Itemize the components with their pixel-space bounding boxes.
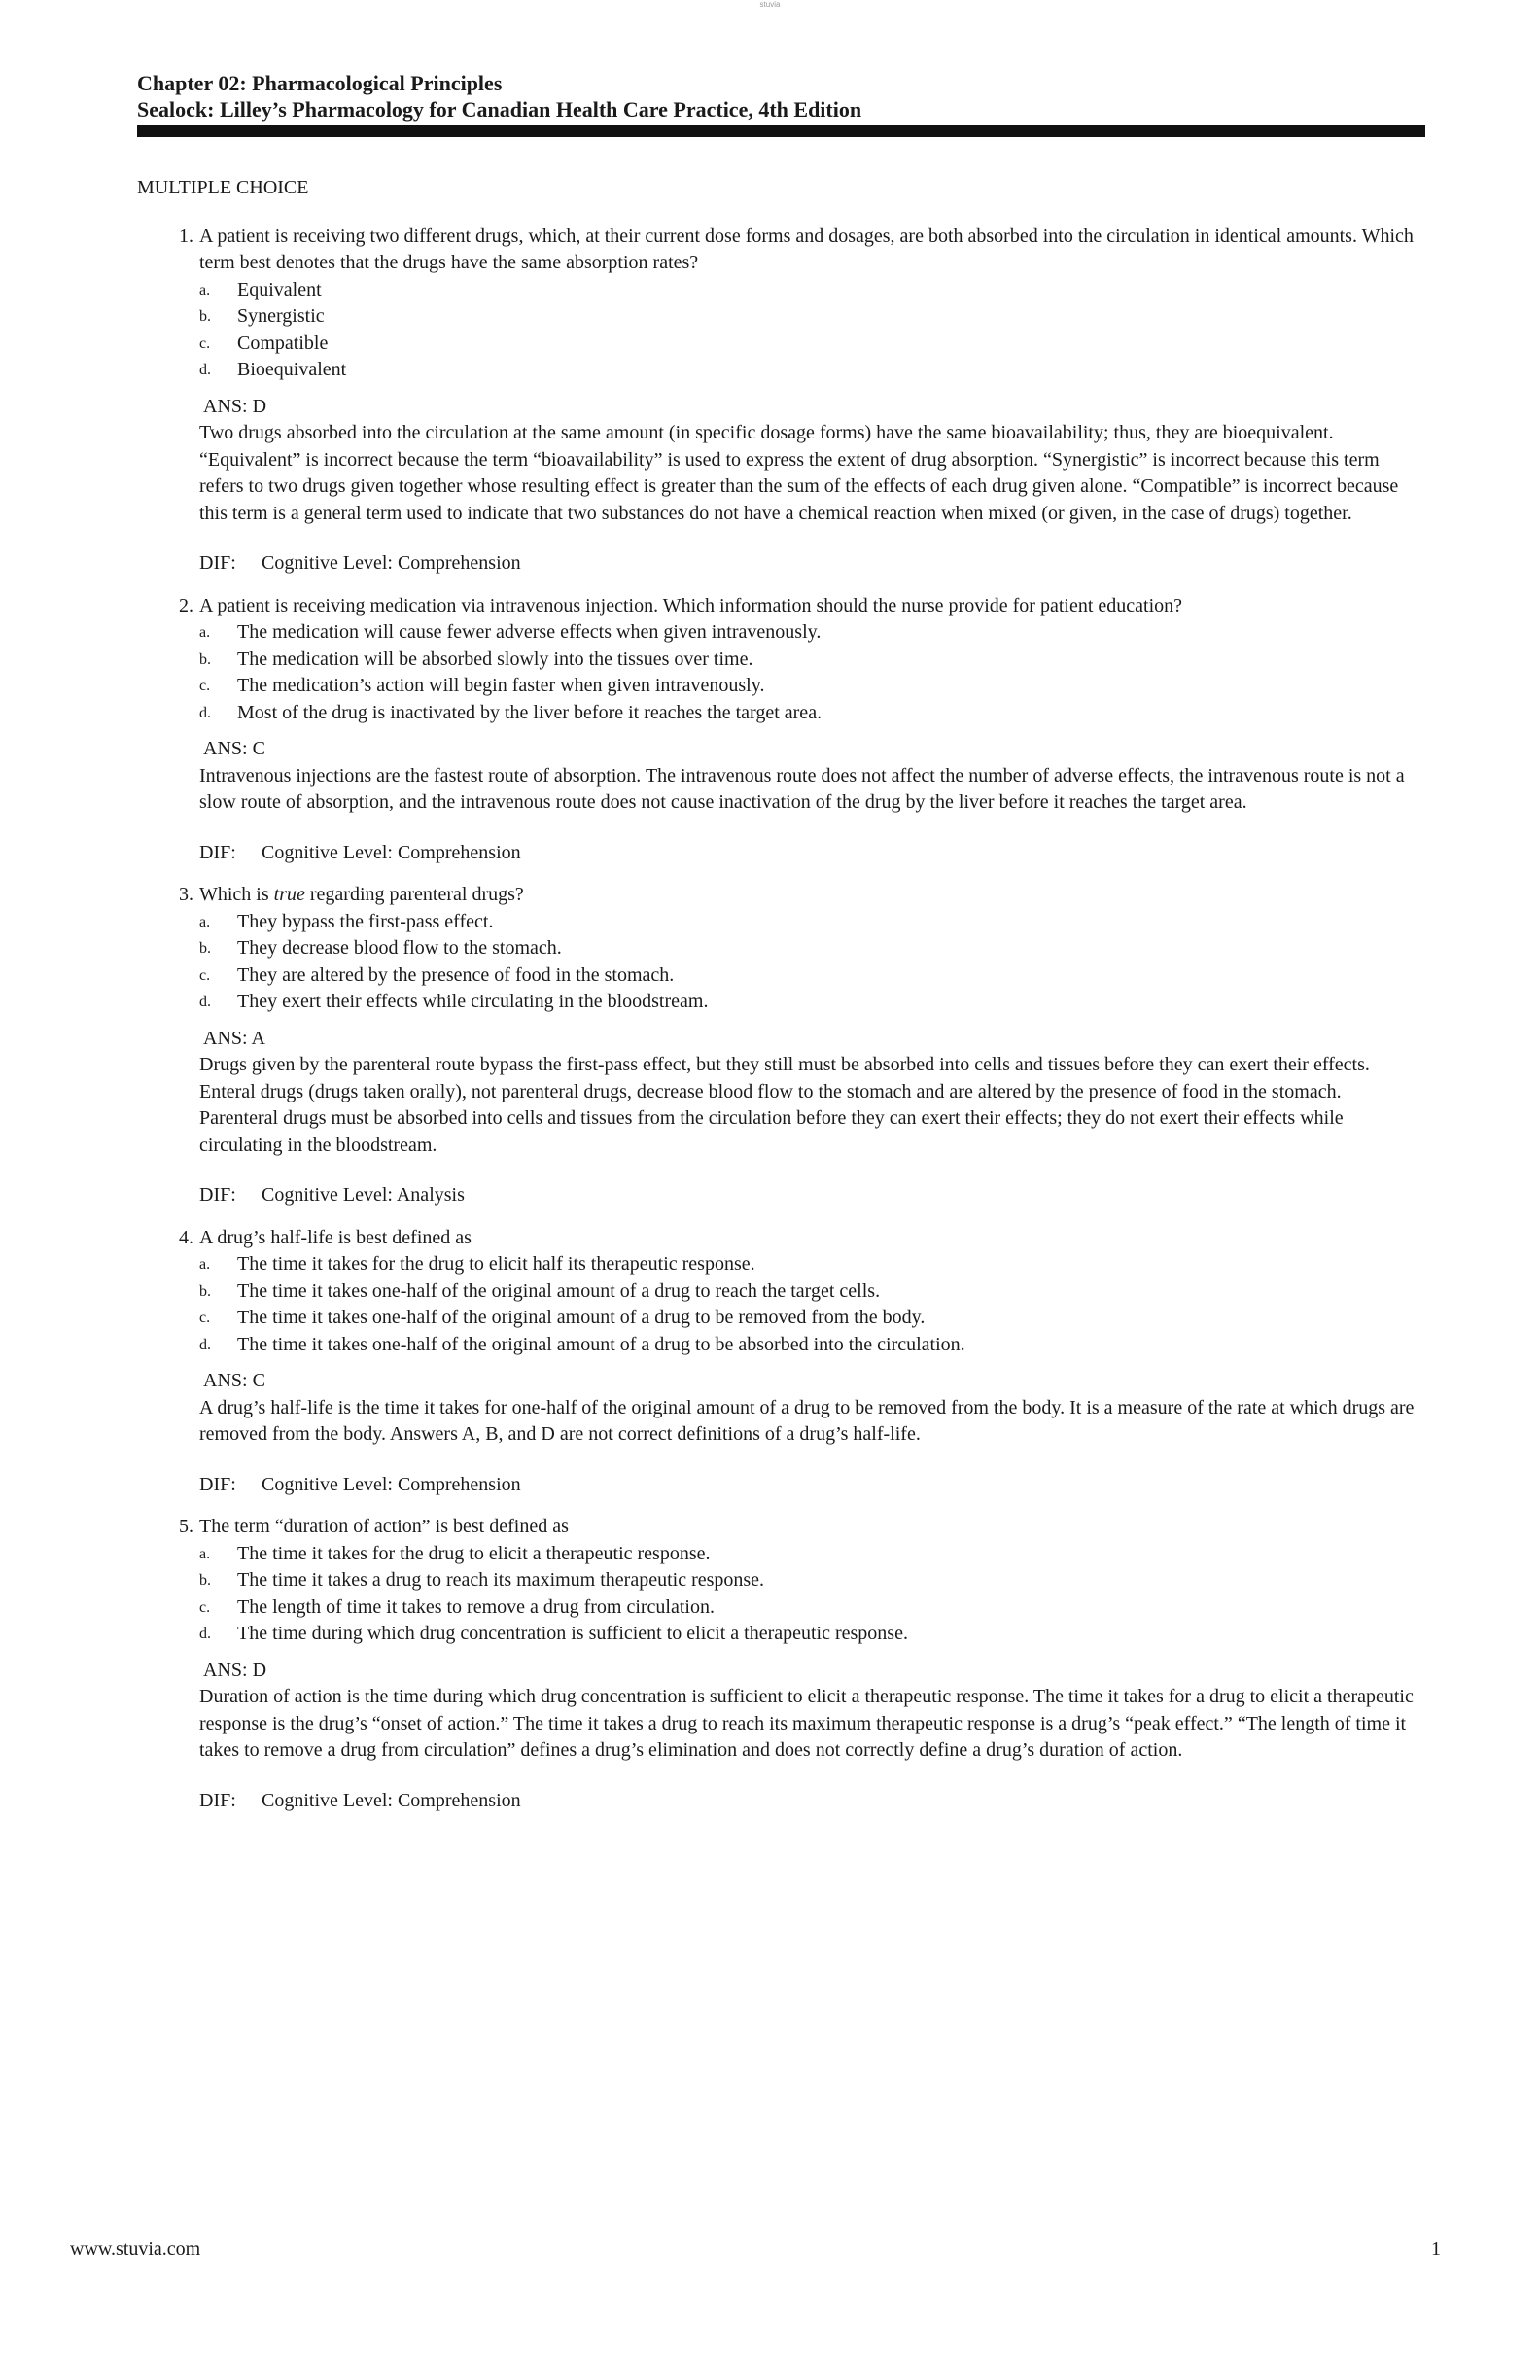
option-text: The medication’s action will begin faster when given intravenously. [237,675,765,696]
option-letter: a. [199,1545,211,1562]
question-3 [137,882,1425,1209]
option-letter: a. [199,624,211,641]
option-c [199,331,1425,358]
dif-value: Cognitive Level: Comprehension [262,1789,521,1811]
option-b [199,1278,1425,1306]
option-d [199,1621,1425,1648]
option-letter: a. [199,913,211,930]
option-text: Compatible [237,332,329,354]
answer-block [199,1658,1425,1815]
option-letter: d. [199,994,211,1010]
option-c [199,1305,1425,1332]
option-letter: c. [199,334,211,352]
answer-key: ANS: D [203,1659,267,1681]
question-number: 1. [179,225,193,247]
dif-label: DIF: [199,1473,236,1495]
footer-site-link[interactable]: www.stuvia.com [70,2238,201,2259]
question-stem [137,593,1425,620]
question-1 [137,224,1425,578]
difficulty [199,1182,1425,1209]
answer-options [199,277,1425,384]
stem-emphasis: true [273,884,305,905]
option-text: The length of time it takes to remove a drug from circulation. [237,1595,715,1618]
document-body [137,175,1425,1830]
option-b [199,1567,1425,1594]
answer-block [199,1026,1425,1209]
question-4 [137,1225,1425,1499]
dif-label: DIF: [199,1184,236,1206]
option-text: They bypass the first-pass effect. [237,910,494,932]
dif-label: DIF: [199,1789,236,1811]
answer-key: ANS: A [203,1027,265,1049]
option-c [199,673,1425,700]
option-letter: c. [199,1310,211,1326]
option-letter: d. [199,1336,211,1353]
option-d [199,700,1425,727]
chapter-title: Chapter 02: Pharmacological Principles [137,71,503,95]
question-2 [137,593,1425,867]
option-letter: d. [199,362,211,378]
option-d [199,1332,1425,1359]
option-letter: b. [199,1282,211,1300]
stem-start: Which is [199,884,274,905]
question-text: A patient is receiving two different drugs, which, at their current dose forms and dosages, are both absorbed into the circulation in identical amounts. Which term best denotes that the drugs have the same absorption rates? [199,225,1414,273]
answer-options [199,619,1425,726]
option-letter: b. [199,308,211,325]
option-letter: a. [199,1256,211,1273]
page-number: 1 [1431,2238,1441,2259]
answer-options [199,1541,1425,1648]
option-b [199,303,1425,331]
question-stem [137,224,1425,277]
option-text: The time it takes one-half of the original amount of a drug to reach the target cells. [237,1279,881,1302]
option-b [199,935,1425,962]
option-c [199,962,1425,990]
option-text: They decrease blood flow to the stomach. [237,937,562,959]
difficulty [199,1788,1425,1815]
option-a [199,1251,1425,1278]
option-letter: b. [199,1572,211,1589]
option-letter: d. [199,704,211,721]
question-number: 4. [179,1226,193,1248]
question-stem [137,1225,1425,1252]
option-a [199,619,1425,647]
option-letter: c. [199,966,211,984]
answer-options [199,1251,1425,1358]
book-title: Sealock: Lilley’s Pharmacology for Canadian Health Care Practice, 4th Edition [137,97,862,122]
rationale: Duration of action is the time during which drug concentration is sufficient to elicit a therapeutic response. The time it takes for a drug to elicit a therapeutic response is the drug’s “onset of action.” The time it takes a drug to reach its maximum therapeutic response is a drug’s “peak effect.” “The length of time it takes to remove a drug from circulation” defines a drug’s elimination and does not correctly define a drug’s duration of action. [199,1686,1414,1761]
question-text [199,882,1425,909]
option-text: The medication will be absorbed slowly into the tissues over time. [237,648,753,670]
option-b [199,647,1425,674]
answer-options [199,909,1425,1016]
question-number: 2. [179,594,193,616]
question-number: 5. [179,1516,193,1537]
header-rule [137,125,1425,137]
difficulty [199,550,1425,578]
option-d [199,357,1425,384]
difficulty [199,840,1425,867]
page-header [137,70,1425,137]
dif-value: Cognitive Level: Analysis [262,1184,465,1206]
option-d [199,989,1425,1016]
question-text: A drug’s half-life is best defined as [199,1226,472,1248]
rationale: Drugs given by the parenteral route bypass the first-pass effect, but they still must be absorbed into cells and tissues before they can exert their effects. Enteral drugs (drugs taken orally), not parenteral drugs, decrease blood flow to the stomach and are altered by the presence of food in the stomach. Parenteral drugs must be absorbed into cells and tissues from the circulation before they can exert their effects; they do not exert their effects while circulating in the bloodstream. [199,1054,1370,1156]
rationale: Two drugs absorbed into the circulation at the same amount (in specific dosage forms) have the same bioavailability; thus, they are bioequivalent. “Equivalent” is incorrect because the term “bioavailability” is used to express the extent of drug absorption. “Synergistic” is incorrect because this term refers to two drugs given together whose resulting effect is greater than the sum of the effects of each drug given alone. “Compatible” is incorrect because this term is a general term used to indicate that two substances do not have a chemical reaction when mixed (or given, in the case of drugs) together. [199,422,1399,524]
answer-key: ANS: D [203,395,267,417]
option-c [199,1594,1425,1622]
option-a [199,277,1425,304]
option-text: The time during which drug concentration is sufficient to elicit a therapeutic response. [237,1623,908,1644]
answer-key: ANS: C [203,1370,265,1391]
option-letter: b. [199,940,211,957]
option-letter: b. [199,650,211,668]
question-number: 3. [179,884,193,905]
dif-value: Cognitive Level: Comprehension [262,841,521,863]
dif-value: Cognitive Level: Comprehension [262,552,521,574]
section-title: MULTIPLE CHOICE [137,177,309,198]
difficulty [199,1472,1425,1499]
option-a [199,1541,1425,1568]
option-text: Synergistic [237,305,325,327]
rationale: Intravenous injections are the fastest route of absorption. The intravenous route does not affect the number of adverse effects, the intravenous route is not a slow route of absorption, and the intravenous route does not cause inactivation of the drug by the liver before it reaches the target area. [199,764,1405,813]
rationale: A drug’s half-life is the time it takes for one-half of the original amount of a drug to be removed from the body. It is a measure of the rate at which drugs are removed from the body. Answers A, B, and D are not correct definitions of a drug’s half-life. [199,1396,1415,1445]
option-text: The time it takes a drug to reach its maximum therapeutic response. [237,1569,765,1591]
stem-end: regarding parenteral drugs? [304,884,524,905]
question-text: A patient is receiving medication via intravenous injection. Which information should the nurse provide for patient education? [199,594,1183,616]
option-a [199,909,1425,936]
option-text: They are altered by the presence of food in the stomach. [237,963,675,986]
question-stem [137,882,1425,909]
answer-block [199,736,1425,866]
answer-block [199,1368,1425,1498]
option-text: The time it takes one-half of the original amount of a drug to be absorbed into the circulation. [237,1333,965,1355]
option-text: The time it takes for the drug to elicit half its therapeutic response. [237,1253,755,1275]
option-text: Bioequivalent [237,359,347,380]
dif-label: DIF: [199,552,236,574]
top-watermark: stuvia [759,0,781,9]
question-stem [137,1514,1425,1541]
answer-key: ANS: C [203,738,265,759]
answer-block [199,394,1425,578]
option-letter: a. [199,281,211,298]
dif-value: Cognitive Level: Comprehension [262,1473,521,1495]
option-letter: c. [199,1598,211,1616]
option-letter: d. [199,1626,211,1642]
option-text: They exert their effects while circulating in the bloodstream. [237,991,709,1012]
question-5 [137,1514,1425,1814]
option-letter: c. [199,678,211,694]
option-text: Equivalent [237,278,322,300]
option-text: The time it takes one-half of the original amount of a drug to be removed from the body. [237,1307,926,1328]
dif-label: DIF: [199,841,236,863]
question-text: The term “duration of action” is best defined as [199,1516,569,1537]
option-text: Most of the drug is inactivated by the liver before it reaches the target area. [237,701,822,723]
option-text: The time it takes for the drug to elicit a therapeutic response. [237,1542,711,1564]
option-text: The medication will cause fewer adverse effects when given intravenously. [237,621,822,643]
